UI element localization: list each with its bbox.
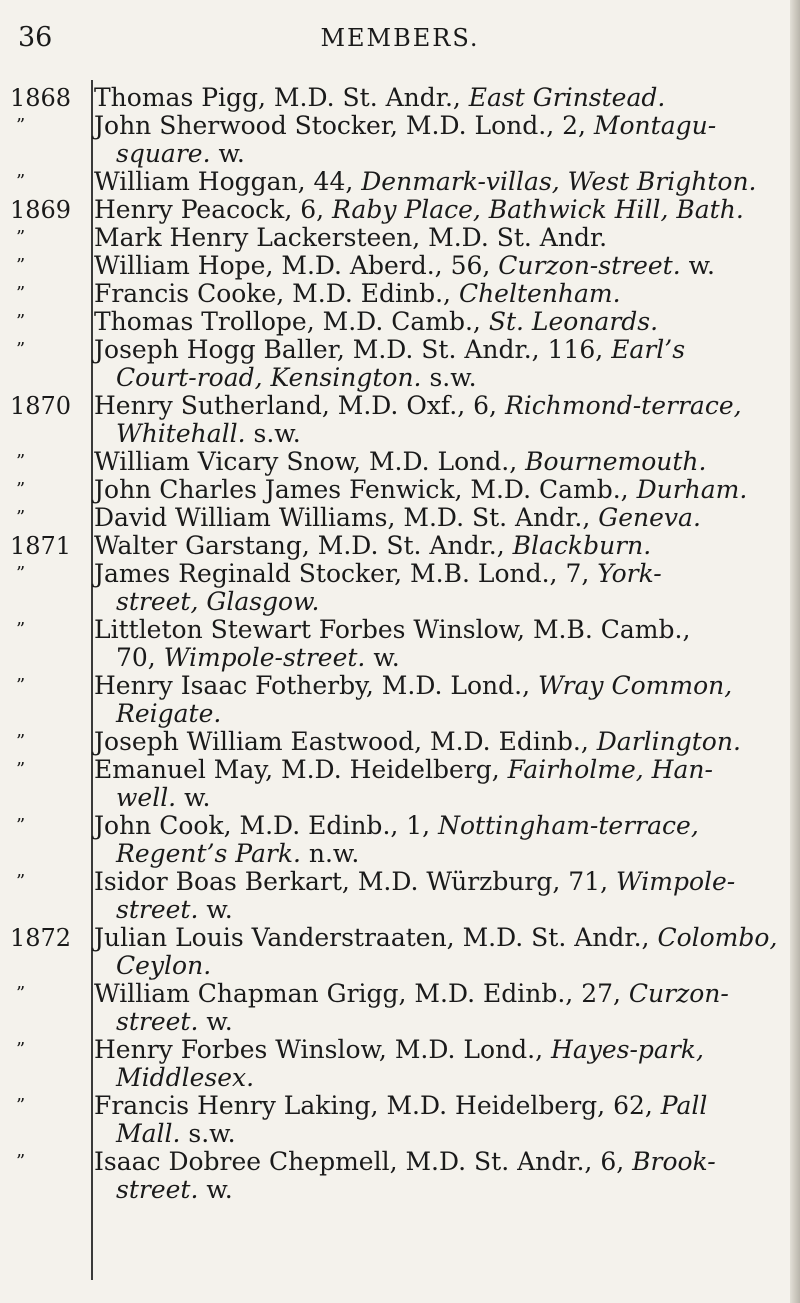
member-entry — [0, 924, 800, 980]
entry-year: 1870 — [10, 392, 72, 420]
postal-district: w. — [176, 783, 211, 812]
entry-continuation — [94, 784, 780, 812]
member-address: Richmond-terrace, — [504, 391, 742, 420]
entry-continuation — [94, 1176, 780, 1204]
member-address-cont: Whitehall. — [116, 419, 246, 448]
postal-district: w. — [680, 251, 715, 280]
member-address: St. Leonards. — [488, 307, 659, 336]
entry-year: ” — [16, 731, 26, 752]
member-entry — [0, 336, 800, 392]
member-address: Raby Place, Bathwick Hill, Bath. — [332, 195, 744, 224]
postal-district: n.w. — [300, 839, 360, 868]
member-name-qualification: William Hope, M.D. Aberd., 56, — [94, 251, 499, 280]
member-address-cont: square. — [116, 139, 211, 168]
entry-year: ” — [16, 675, 26, 696]
entry-text — [82, 280, 800, 308]
entry-year: ” — [16, 479, 26, 500]
entry-text — [82, 1148, 800, 1204]
member-entry — [0, 980, 800, 1036]
member-name-qualification: Isaac Dobree Chepmell, M.D. St. Andr., 6, — [94, 1147, 633, 1176]
member-name-qualification: Henry Isaac Fotherby, M.D. Lond., — [94, 671, 538, 700]
member-address: Wray Common, — [538, 671, 733, 700]
member-list — [0, 84, 800, 1204]
member-name-qualification: Thomas Pigg, M.D. St. Andr., — [94, 83, 469, 112]
entry-year: ” — [16, 815, 26, 836]
entry-text — [82, 84, 800, 112]
entry-year: 1869 — [10, 196, 72, 224]
entry-year: ” — [16, 115, 26, 136]
entry-text — [82, 336, 800, 392]
member-entry — [0, 168, 800, 196]
entry-continuation — [94, 140, 780, 168]
entry-text — [82, 672, 800, 728]
member-name-qualification: Julian Louis Vanderstraaten, M.D. St. Andr., — [94, 923, 658, 952]
entry-continuation — [94, 952, 780, 980]
member-address-cont: Regent’s Park. — [116, 839, 301, 868]
entry-text — [82, 448, 800, 476]
member-name-qualification: Isidor Boas Berkart, M.D. Würzburg, 71, — [94, 867, 616, 896]
member-address-cont: well. — [116, 783, 177, 812]
member-entry — [0, 84, 800, 112]
entry-text — [82, 868, 800, 924]
entry-text — [82, 1036, 800, 1092]
member-address-cont: Mall. — [116, 1119, 181, 1148]
entry-year: ” — [16, 759, 26, 780]
member-name-qualification: Joseph Hogg Baller, M.D. St. Andr., 116, — [94, 335, 612, 364]
member-name-qualification: Henry Peacock, 6, — [94, 195, 333, 224]
member-entry — [0, 504, 800, 532]
entry-text — [82, 560, 800, 616]
page-number: 36 — [18, 22, 53, 53]
member-address: Denmark-villas, West Brighton. — [361, 167, 757, 196]
member-address: Durham. — [636, 475, 748, 504]
member-address: Brook- — [632, 1147, 716, 1176]
entry-year: ” — [16, 311, 26, 332]
entry-continuation — [94, 420, 780, 448]
member-entry — [0, 756, 800, 812]
entry-text — [82, 924, 800, 980]
member-entry — [0, 532, 800, 560]
running-head: MEMBERS. — [320, 24, 480, 52]
member-address: Hayes-park, — [551, 1035, 704, 1064]
entry-year: 1872 — [10, 924, 72, 952]
member-address: Colombo, — [657, 923, 778, 952]
postal-district: s.w. — [421, 363, 477, 392]
entry-continuation — [94, 700, 780, 728]
postal-district: s.w. — [245, 419, 301, 448]
member-entry — [0, 252, 800, 280]
postal-district: s.w. — [180, 1119, 236, 1148]
entry-text — [82, 196, 800, 224]
member-name-qualification: Henry Forbes Winslow, M.D. Lond., — [94, 1035, 552, 1064]
entry-text — [82, 756, 800, 812]
member-name-qualification: Francis Cooke, M.D. Edinb., — [94, 279, 459, 308]
entry-text — [82, 308, 800, 336]
entry-continuation — [94, 1008, 780, 1036]
member-entry — [0, 448, 800, 476]
entry-text — [82, 616, 800, 672]
member-entry — [0, 308, 800, 336]
entry-text — [82, 476, 800, 504]
member-name-qualification: Henry Sutherland, M.D. Oxf., 6, — [94, 391, 505, 420]
member-name-qualification: John Charles James Fenwick, M.D. Camb., — [94, 475, 637, 504]
entry-continuation — [94, 644, 780, 672]
entry-text — [82, 1092, 800, 1148]
member-name-qualification: Mark Henry Lackersteen, M.D. St. Andr. — [94, 223, 608, 252]
postal-district: w. — [198, 1175, 233, 1204]
member-name-qualification: William Chapman Grigg, M.D. Edinb., 27, — [94, 979, 629, 1008]
entry-text — [82, 252, 800, 280]
entry-text — [82, 112, 800, 168]
postal-district: w. — [198, 1007, 233, 1036]
member-name-qualification: Francis Henry Laking, M.D. Heidelberg, 62, — [94, 1091, 661, 1120]
member-name-qualification: Joseph William Eastwood, M.D. Edinb., — [94, 727, 597, 756]
member-entry — [0, 728, 800, 756]
entry-year: ” — [16, 983, 26, 1004]
postal-district: w. — [198, 895, 233, 924]
entry-continuation — [94, 1064, 780, 1092]
entry-year: 1871 — [10, 532, 72, 560]
member-address-cont: Court-road, Kensington. — [116, 363, 422, 392]
postal-district: w. — [210, 139, 245, 168]
member-address: Nottingham-terrace, — [438, 811, 699, 840]
entry-year: ” — [16, 171, 26, 192]
entry-text — [82, 728, 800, 756]
member-address: Geneva. — [598, 503, 701, 532]
member-address: Curzon- — [628, 979, 729, 1008]
member-entry — [0, 476, 800, 504]
member-entry — [0, 392, 800, 448]
member-address-cont: Ceylon. — [116, 951, 212, 980]
member-name-qualification: David William Williams, M.D. St. Andr., — [94, 503, 599, 532]
member-name-qualification: James Reginald Stocker, M.B. Lond., 7, — [94, 559, 598, 588]
member-address: Earl’s — [611, 335, 686, 364]
member-entry — [0, 1148, 800, 1204]
member-name-qualification: Thomas Trollope, M.D. Camb., — [94, 307, 489, 336]
entry-text — [82, 168, 800, 196]
member-address-cont: Reigate. — [116, 699, 222, 728]
entry-continuation — [94, 588, 780, 616]
entry-text — [82, 812, 800, 868]
member-address: Blackburn. — [512, 531, 652, 560]
entry-continuation — [94, 840, 780, 868]
entry-year: ” — [16, 871, 26, 892]
member-address: Curzon-street. — [498, 251, 681, 280]
member-entry — [0, 224, 800, 252]
member-address-cont: street. — [116, 895, 199, 924]
entry-year: ” — [16, 451, 26, 472]
member-entry — [0, 812, 800, 868]
member-address: East Grinstead. — [468, 83, 666, 112]
member-address-cont: Wimpole-street. — [163, 643, 366, 672]
member-address: Cheltenham. — [458, 279, 621, 308]
entry-year: ” — [16, 255, 26, 276]
member-address-cont: street, Glasgow. — [116, 587, 320, 616]
member-entry — [0, 1092, 800, 1148]
member-name-qualification: Emanuel May, M.D. Heidelberg, — [94, 755, 508, 784]
entry-text — [82, 224, 800, 252]
entry-year: 1868 — [10, 84, 72, 112]
member-address: Wimpole- — [615, 867, 736, 896]
entry-year: ” — [16, 1039, 26, 1060]
member-name-qualification: John Sherwood Stocker, M.D. Lond., 2, — [94, 111, 594, 140]
member-name-qualification: Littleton Stewart Forbes Winslow, M.B. Camb., — [94, 615, 691, 644]
member-name-qualification: Walter Garstang, M.D. St. Andr., — [94, 531, 513, 560]
entry-continuation — [94, 364, 780, 392]
entry-text — [82, 392, 800, 448]
member-name-qualification: John Cook, M.D. Edinb., 1, — [94, 811, 439, 840]
entry-year: ” — [16, 1095, 26, 1116]
entry-year: ” — [16, 283, 26, 304]
member-address: Montagu- — [593, 111, 717, 140]
member-address: Pall — [660, 1091, 708, 1120]
member-address: Darlington. — [596, 727, 741, 756]
member-name-qualification: William Hoggan, 44, — [94, 167, 362, 196]
member-address-cont: Middlesex. — [116, 1063, 255, 1092]
entry-year: ” — [16, 619, 26, 640]
entry-text — [82, 532, 800, 560]
member-address-cont: street. — [116, 1175, 199, 1204]
entry-year: ” — [16, 1151, 26, 1172]
entry-continuation — [94, 896, 780, 924]
entry-year: ” — [16, 227, 26, 248]
member-address: Fairholme, Han- — [507, 755, 713, 784]
postal-district: w. — [365, 643, 400, 672]
entry-year: ” — [16, 563, 26, 584]
entry-text — [82, 504, 800, 532]
member-address-cont: street. — [116, 1007, 199, 1036]
member-entry — [0, 280, 800, 308]
member-name-qualification: William Vicary Snow, M.D. Lond., — [94, 447, 526, 476]
entry-year: ” — [16, 507, 26, 528]
member-entry — [0, 196, 800, 224]
member-entry — [0, 1036, 800, 1092]
member-entry — [0, 868, 800, 924]
member-address: Bournemouth. — [525, 447, 707, 476]
entry-year: ” — [16, 339, 26, 360]
member-entry — [0, 112, 800, 168]
member-entry — [0, 560, 800, 616]
entry-text — [82, 980, 800, 1036]
member-address-number: 70, — [116, 643, 164, 672]
member-address: York- — [597, 559, 662, 588]
member-entry — [0, 672, 800, 728]
entry-continuation — [94, 1120, 780, 1148]
member-entry — [0, 616, 800, 672]
